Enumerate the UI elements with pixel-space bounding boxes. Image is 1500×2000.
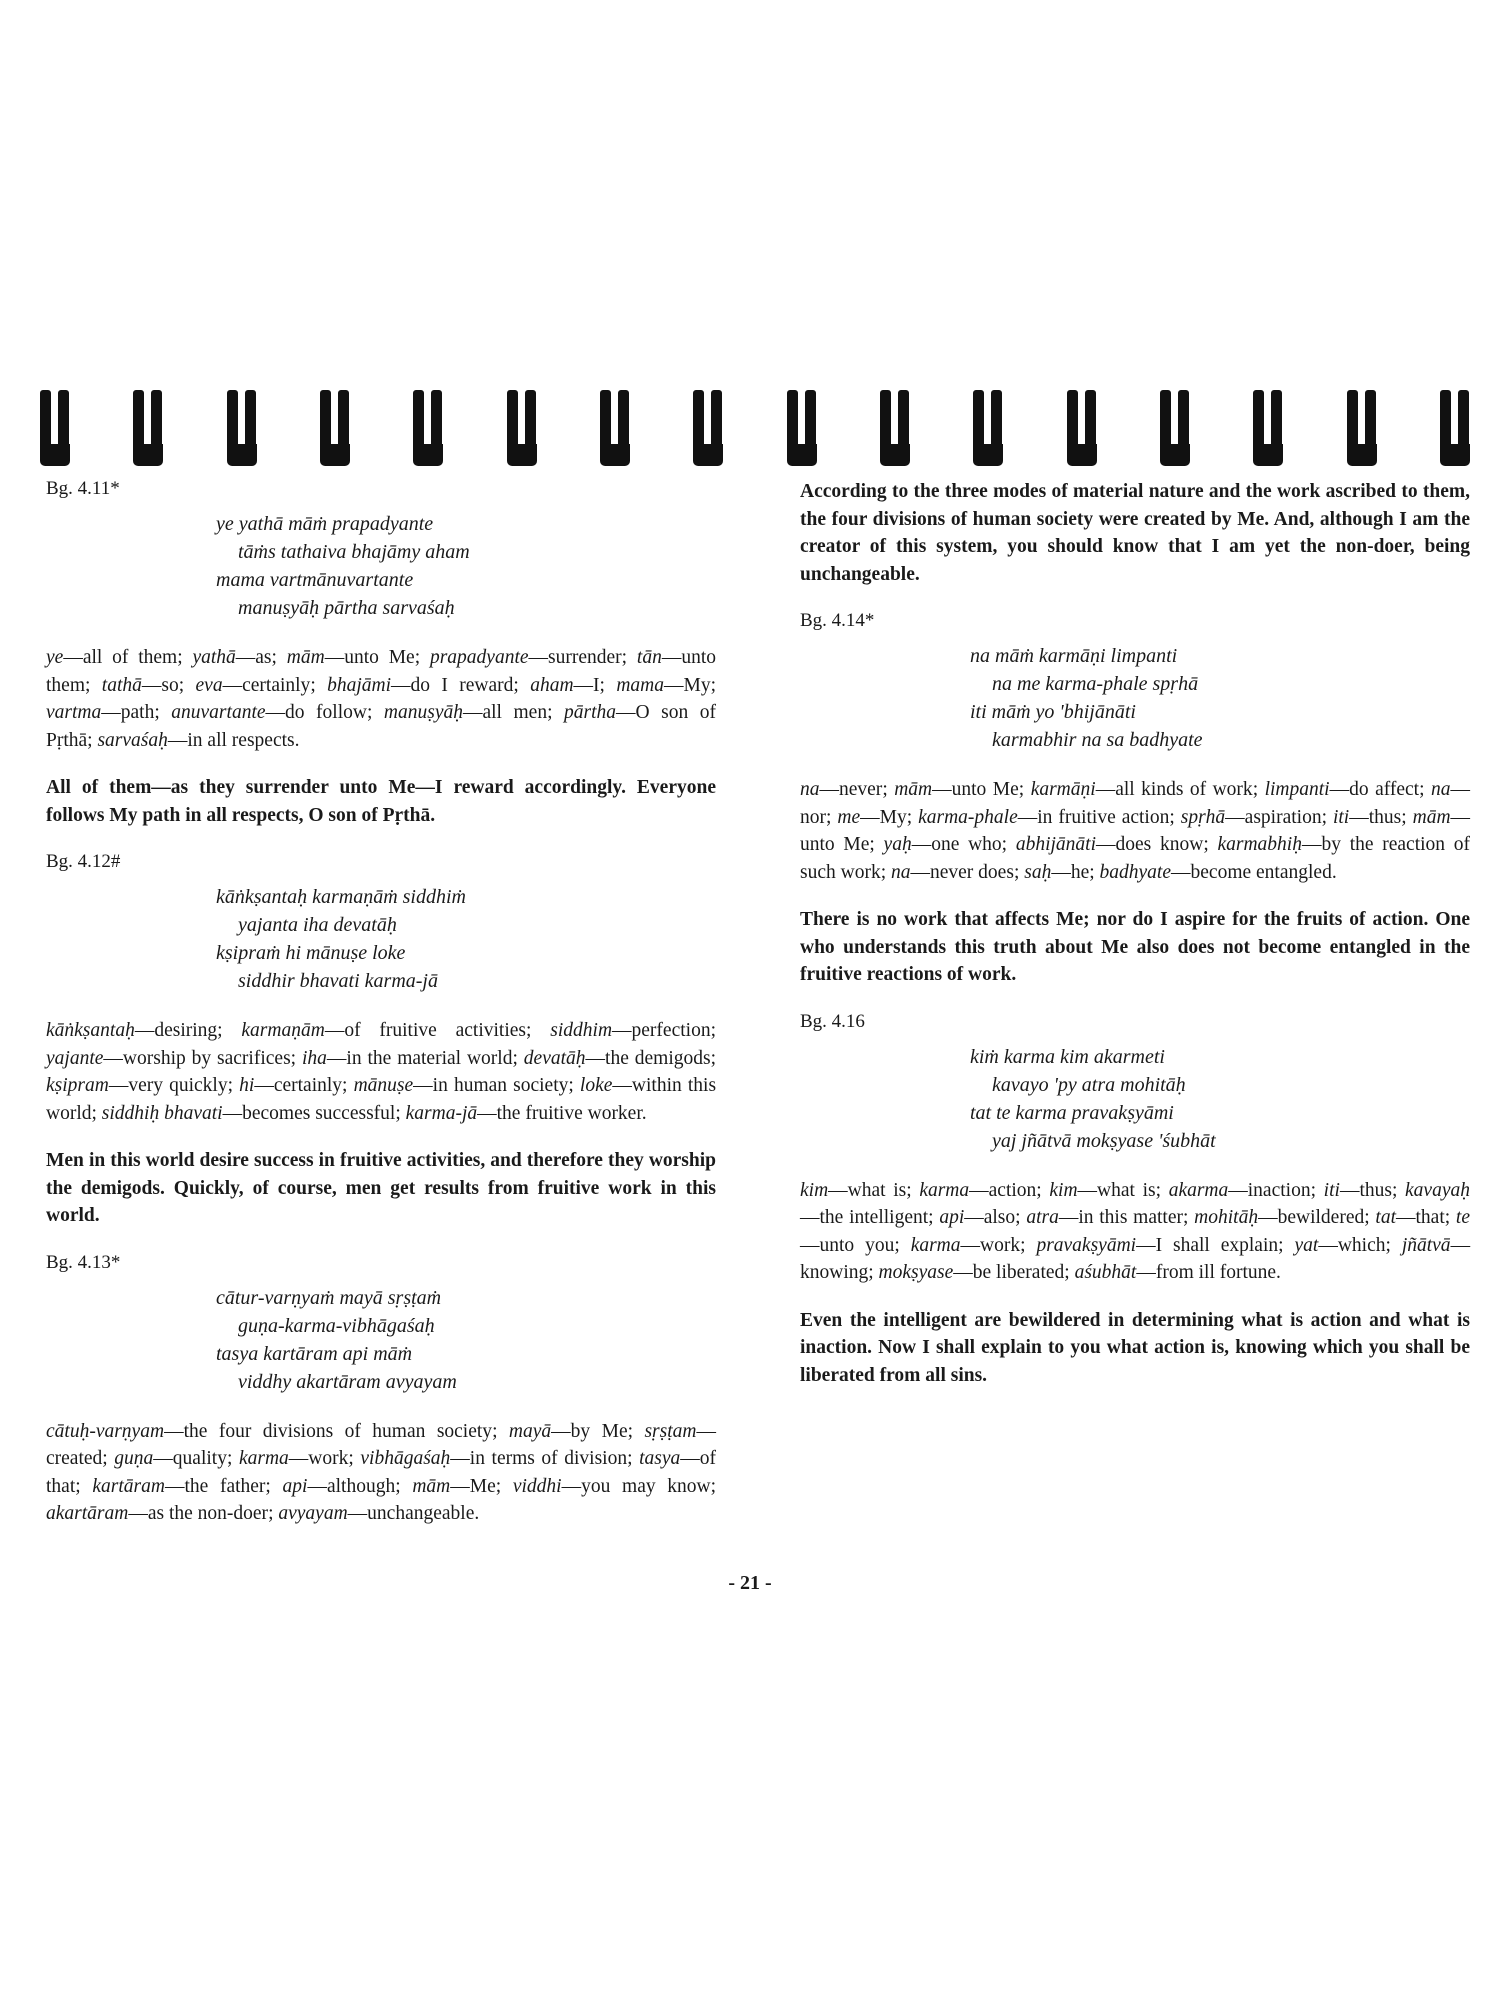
- gloss-meaning: by the reaction of such work: [800, 834, 1471, 883]
- gloss-term: na: [800, 779, 820, 800]
- gloss-term: karmāṇi: [1030, 779, 1096, 800]
- gloss-meaning: in the material world: [346, 1047, 513, 1069]
- binding-coil: [507, 390, 537, 468]
- verse-line: kṣipraṁ hi mānuṣe loke: [216, 942, 406, 964]
- verse-reference: Bg. 4.14*: [800, 610, 875, 631]
- gloss-term: mām: [286, 647, 325, 668]
- verse-line: yajanta iha devatāḥ: [238, 914, 397, 936]
- gloss-meaning: desiring: [154, 1020, 218, 1041]
- translation-bg-4-13: According to the three modes of material nature and the work ascribed to them, the four divisions of human society were created by Me. And, although I am the creator of this system, you should know that I am yet the non-doer, being unchangeable.: [800, 481, 1470, 585]
- gloss-meaning: as: [255, 647, 272, 668]
- gloss-term: tathā: [101, 674, 142, 696]
- gloss-term: iha: [301, 1047, 327, 1069]
- word-for-word-gloss: ye—all of them; yathā—as; mām—unto Me; prapadyante—surrender; tān—unto them; tathā—so; eva—certainly; bhajāmi—do I reward; aham—I; mama—My; vartma—path; anuvartante—do follow; manuṣyāḥ—all men; pārtha—O son of Pṛthā; sarvaśaḥ—in all respects.: [46, 647, 717, 751]
- gloss-meaning: becomes successful: [242, 1102, 396, 1124]
- gloss-meaning: surrender: [548, 647, 622, 668]
- gloss-term: karma: [910, 1234, 961, 1256]
- gloss-term: tat: [1375, 1207, 1396, 1228]
- word-for-word-gloss: cātuḥ-varṇyam—the four divisions of human society; mayā—by Me; sṛṣṭam—created; guṇa—quality; karma—work; vibhāgaśaḥ—in terms of division; tasya—of that; kartāram—the father; api—although; mām—Me; viddhi—you may know; akartāram—as the non-doer; avyayam—unchangeable.: [46, 1420, 717, 1524]
- gloss-term: atra: [1026, 1207, 1059, 1228]
- gloss-meaning: My: [879, 806, 907, 828]
- gloss-term: yaḥ: [883, 834, 912, 855]
- gloss-term: karma-phale: [918, 806, 1018, 828]
- gloss-meaning: unto Me: [800, 834, 870, 855]
- gloss-term: yathā: [192, 647, 236, 668]
- gloss-meaning: aspiration: [1244, 806, 1322, 828]
- verse-reference: Bg. 4.13*: [46, 1251, 121, 1273]
- gloss-term: na: [891, 861, 911, 883]
- gloss-term: loke: [579, 1075, 613, 1096]
- gloss-term: mama: [616, 674, 665, 696]
- binding-coil: [40, 390, 70, 468]
- gloss-term: karma-jā: [405, 1102, 478, 1124]
- binding-coil: [600, 390, 630, 468]
- gloss-term: bhajāmi: [327, 674, 392, 696]
- gloss-meaning: bewildered: [1277, 1207, 1365, 1228]
- gloss-meaning: worship by sacrifices: [122, 1047, 291, 1069]
- gloss-meaning: in all respects.: [187, 729, 300, 751]
- sanskrit-verse: [216, 510, 716, 622]
- gloss-meaning: I: [593, 674, 600, 696]
- gloss-term: jñātvā: [1401, 1234, 1451, 1256]
- verse-line: cātur-varṇyaṁ mayā sṛṣṭaṁ: [216, 1286, 442, 1309]
- gloss-meaning: also: [983, 1207, 1016, 1228]
- gloss-meaning: unchangeable.: [367, 1503, 480, 1524]
- gloss-term: yat: [1294, 1234, 1319, 1256]
- gloss-term: kartāram: [92, 1475, 165, 1497]
- gloss-meaning: certainly: [242, 674, 311, 696]
- verse-reference: Bg. 4.12#: [46, 851, 121, 872]
- right-column: [800, 478, 1470, 1411]
- gloss-meaning: Me: [469, 1475, 496, 1497]
- gloss-meaning: in fruitive action: [1037, 806, 1170, 828]
- gloss-term: aham: [530, 674, 574, 696]
- gloss-term: karmabhiḥ: [1217, 834, 1302, 855]
- gloss-term: mayā: [508, 1420, 552, 1442]
- gloss-term: sṛṣṭam: [644, 1420, 697, 1442]
- gloss-term: prapadyante: [429, 647, 529, 668]
- verse-line: ye yathā māṁ prapadyante: [216, 513, 434, 535]
- gloss-term: avyayam: [278, 1503, 348, 1524]
- gloss-meaning: the father: [184, 1475, 266, 1497]
- gloss-meaning: O son of Pṛthā: [46, 702, 717, 751]
- gloss-term: hi: [239, 1075, 255, 1096]
- gloss-term: ye: [46, 647, 64, 668]
- word-for-word-gloss: na—never; mām—unto Me; karmāṇi—all kinds of work; limpanti—do affect; na—nor; me—My; karma-phale—in fruitive action; spṛhā—aspiration; iti—thus; mām—unto Me; yaḥ—one who; abhijānāti—does know; karmabhiḥ—by the reaction of such work; na—never does; saḥ—he; badhyate—become entangled.: [800, 779, 1471, 883]
- gloss-meaning: path: [120, 702, 155, 723]
- gloss-term: guṇa: [114, 1448, 154, 1469]
- gloss-term: kim: [1049, 1179, 1078, 1201]
- gloss-term: siddhiḥ bhavati: [101, 1102, 223, 1124]
- gloss-meaning: thus: [1359, 1179, 1392, 1201]
- gloss-term: mām: [412, 1475, 451, 1497]
- gloss-meaning: that: [1415, 1207, 1445, 1228]
- gloss-term: akartāram: [46, 1503, 129, 1524]
- gloss-term: iti: [1323, 1179, 1340, 1201]
- verse-line: kiṁ karma kim akarmeti: [970, 1045, 1165, 1068]
- gloss-term: mām: [1412, 806, 1451, 828]
- gloss-term: vibhāgaśaḥ: [360, 1448, 451, 1469]
- binding-coil: [1440, 390, 1470, 468]
- gloss-meaning: the demigods: [605, 1047, 711, 1069]
- gloss-meaning: in this matter: [1078, 1207, 1183, 1228]
- binding-coil: [413, 390, 443, 468]
- gloss-term: pravakṣyāmi: [1036, 1234, 1137, 1256]
- gloss-meaning: work: [980, 1234, 1021, 1256]
- gloss-term: eva: [195, 674, 223, 696]
- gloss-term: sarvaśaḥ: [97, 729, 168, 751]
- page-number: - 21 -: [728, 1572, 772, 1594]
- gloss-meaning: unto them: [46, 647, 717, 696]
- sanskrit-verse: [216, 883, 716, 995]
- gloss-meaning: as the non-doer: [147, 1503, 269, 1524]
- gloss-meaning: all kinds of work: [1115, 779, 1253, 800]
- gloss-meaning: by Me: [570, 1420, 628, 1442]
- gloss-meaning: nor: [800, 806, 826, 828]
- gloss-term: mānuṣe: [353, 1075, 414, 1096]
- gloss-term: siddhim: [550, 1020, 613, 1041]
- verse-line: kavayo 'py atra mohitāḥ: [992, 1073, 1186, 1096]
- gloss-meaning: he: [1070, 861, 1090, 883]
- gloss-meaning: perfection: [631, 1020, 711, 1041]
- left-column: [46, 478, 716, 1548]
- gloss-term: kṣipram: [46, 1075, 109, 1096]
- verse-line: manuṣyāḥ pārtha sarvaśaḥ: [238, 597, 455, 619]
- spiral-binding: [40, 390, 1470, 468]
- gloss-meaning: knowing: [800, 1262, 869, 1283]
- binding-coil: [1160, 390, 1190, 468]
- gloss-meaning: what is: [847, 1179, 907, 1201]
- gloss-meaning: become entangled.: [1190, 861, 1337, 883]
- gloss-meaning: the intelligent: [819, 1207, 929, 1228]
- gloss-meaning: unto you: [819, 1234, 895, 1256]
- verse-line: mama vartmānuvartante: [216, 569, 414, 591]
- gloss-meaning: unto Me: [344, 647, 415, 668]
- verse-line: na me karma-phale spṛhā: [992, 673, 1199, 695]
- verse-reference: Bg. 4.16: [800, 1010, 865, 1032]
- gloss-meaning: never: [839, 779, 883, 800]
- gloss-meaning: My: [683, 674, 711, 696]
- gloss-meaning: I shall explain: [1155, 1234, 1279, 1256]
- verse-line: karmabhir na sa badhyate: [992, 729, 1203, 751]
- gloss-term: manuṣyāḥ: [383, 702, 463, 723]
- sanskrit-verse: [970, 1043, 1470, 1155]
- word-for-word-gloss: kim—what is; karma—action; kim—what is; akarma—inaction; iti—thus; kavayaḥ—the intelligent; api—also; atra—in this matter; mohitāḥ—bewildered; tat—that; te—unto you; karma—work; pravakṣyāmi—I shall explain; yat—which; jñātvā—knowing; mokṣyase—be liberated; aśubhāt—from ill fortune.: [800, 1179, 1471, 1283]
- gloss-term: mohitāḥ: [1194, 1207, 1259, 1228]
- gloss-meaning: so: [161, 674, 179, 696]
- gloss-term: vartma: [46, 702, 102, 723]
- gloss-meaning: which: [1337, 1234, 1386, 1256]
- gloss-term: anuvartante: [171, 702, 266, 723]
- sanskrit-verse: [970, 642, 1470, 754]
- gloss-term: badhyate: [1099, 861, 1172, 883]
- verse-line: tasya kartāram api māṁ: [216, 1342, 413, 1365]
- binding-coil: [1347, 390, 1377, 468]
- translation-bg-4-16: Even the intelligent are bewildered in determining what is action and what is inaction. Now I shall explain to you what action is, knowing which you shall be liberated from all sins.: [800, 1309, 1470, 1386]
- gloss-meaning: never does: [930, 861, 1014, 883]
- gloss-meaning: one who: [931, 834, 1002, 855]
- sanskrit-verse: [216, 1284, 716, 1396]
- verse-line: viddhy akartāram avyayam: [238, 1370, 457, 1393]
- gloss-term: karma: [919, 1179, 970, 1201]
- gloss-meaning: work: [308, 1448, 349, 1469]
- gloss-meaning: created: [46, 1448, 103, 1469]
- gloss-meaning: what is: [1097, 1179, 1156, 1201]
- gloss-term: mokṣyase: [878, 1262, 954, 1283]
- verse-line: iti māṁ yo 'bhijānāti: [970, 701, 1136, 723]
- gloss-meaning: certainly: [273, 1075, 343, 1096]
- gloss-term: aśubhāt: [1074, 1262, 1137, 1283]
- gloss-term: yajante: [46, 1047, 104, 1069]
- verse-reference: Bg. 4.11*: [46, 478, 120, 499]
- gloss-term: cātuḥ-varṇyam: [46, 1420, 165, 1442]
- gloss-meaning: very quickly: [128, 1075, 228, 1096]
- gloss-term: kāṅkṣantaḥ: [46, 1020, 135, 1041]
- gloss-meaning: inaction: [1247, 1179, 1311, 1201]
- gloss-meaning: quality: [172, 1448, 227, 1469]
- verse-line: siddhir bhavati karma-jā: [238, 970, 438, 992]
- gloss-term: karmaṇām: [241, 1020, 325, 1041]
- gloss-meaning: the four divisions of human society: [183, 1420, 493, 1442]
- gloss-meaning: be liberated: [972, 1262, 1065, 1283]
- binding-coil: [973, 390, 1003, 468]
- translation-bg-4-11: All of them—as they surrender unto Me—I reward accordingly. Everyone follows My path in all respects, O son of Pṛthā.: [46, 777, 716, 826]
- binding-coil: [880, 390, 910, 468]
- gloss-term: limpanti: [1264, 779, 1330, 800]
- gloss-term: spṛhā: [1180, 806, 1226, 828]
- gloss-meaning: action: [988, 1179, 1037, 1201]
- binding-coil: [693, 390, 723, 468]
- binding-coil: [1253, 390, 1283, 468]
- gloss-meaning: unto Me: [951, 779, 1019, 800]
- gloss-term: devatāḥ: [523, 1047, 586, 1069]
- gloss-meaning: you may know: [581, 1475, 711, 1497]
- gloss-meaning: does know: [1115, 834, 1204, 855]
- gloss-term: saḥ: [1024, 861, 1052, 883]
- gloss-meaning: in human society: [432, 1075, 569, 1096]
- gloss-meaning: of that: [46, 1448, 717, 1497]
- gloss-term: me: [837, 806, 861, 828]
- word-for-word-gloss: kāṅkṣantaḥ—desiring; karmaṇām—of fruitive activities; siddhim—perfection; yajante—worship by sacrifices; iha—in the material world; devatāḥ—the demigods; kṣipram—very quickly; hi—certainly; mānuṣe—in human society; loke—within this world; siddhiḥ bhavati—becomes successful; karma-jā—the fruitive worker.: [46, 1020, 717, 1124]
- gloss-term: tasya: [639, 1448, 681, 1469]
- translation-bg-4-12: Men in this world desire success in fruitive activities, and therefore they worship the demigods. Quickly, of course, men get results from fruitive work in this world.: [46, 1150, 716, 1226]
- gloss-meaning: do follow: [285, 702, 367, 723]
- verse-line: na māṁ karmāṇi limpanti: [970, 645, 1178, 667]
- gloss-term: kim: [800, 1179, 829, 1201]
- gloss-meaning: although: [326, 1475, 396, 1497]
- verse-line: tāṁs tathaiva bhajāmy aham: [238, 541, 470, 563]
- gloss-term: pārtha: [564, 702, 617, 723]
- binding-coil: [1067, 390, 1097, 468]
- verse-line: tat te karma pravakṣyāmi: [970, 1101, 1174, 1124]
- gloss-term: abhijānāti: [1015, 834, 1096, 855]
- gloss-term: iti: [1332, 806, 1350, 828]
- gloss-meaning: thus: [1368, 806, 1402, 828]
- gloss-meaning: all of them: [82, 647, 178, 668]
- gloss-term: akarma: [1168, 1179, 1229, 1201]
- gloss-term: api: [939, 1207, 965, 1228]
- gloss-meaning: do affect: [1349, 779, 1420, 800]
- binding-coil: [227, 390, 257, 468]
- binding-coil: [133, 390, 163, 468]
- translation-bg-4-14: There is no work that affects Me; nor do I aspire for the fruits of action. One who understands this truth about Me also does not become entangled in the fruitive reactions of work.: [800, 909, 1470, 985]
- gloss-meaning: all men: [482, 702, 548, 723]
- gloss-term: na: [1431, 779, 1451, 800]
- gloss-term: viddhi: [512, 1475, 562, 1497]
- verse-line: guṇa-karma-vibhāgaśaḥ: [238, 1314, 435, 1337]
- gloss-term: karma: [238, 1448, 289, 1469]
- gloss-term: kavayaḥ: [1405, 1179, 1470, 1201]
- gloss-meaning: of fruitive activities: [344, 1020, 527, 1041]
- binding-coil: [320, 390, 350, 468]
- binding-coil: [787, 390, 817, 468]
- gloss-meaning: from ill fortune.: [1155, 1262, 1281, 1283]
- verse-line: yaj jñātvā mokṣyase 'śubhāt: [992, 1129, 1216, 1152]
- gloss-meaning: in terms of division: [469, 1448, 628, 1469]
- gloss-meaning: the fruitive worker.: [496, 1102, 647, 1124]
- gloss-term: api: [282, 1475, 308, 1497]
- gloss-meaning: within this world: [46, 1075, 717, 1124]
- gloss-meaning: do I reward: [410, 674, 514, 696]
- gloss-term: te: [1455, 1207, 1470, 1228]
- verse-line: kāṅkṣantaḥ karmaṇāṁ siddhiṁ: [216, 886, 466, 908]
- gloss-term: tān: [636, 647, 662, 668]
- gloss-term: mām: [894, 779, 933, 800]
